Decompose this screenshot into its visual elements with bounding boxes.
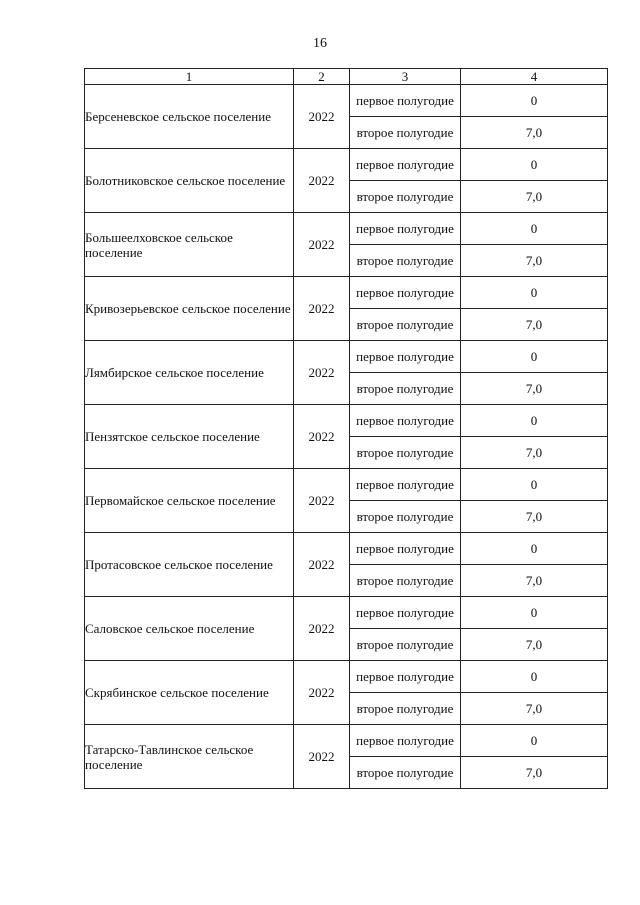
table-row <box>85 597 608 629</box>
year-cell: 2022 <box>294 149 350 213</box>
period-cell: первое полугодие <box>350 213 461 245</box>
value-cell: 0 <box>461 149 608 181</box>
value-cell: 7,0 <box>461 629 608 661</box>
period-cell: второе полугодие <box>350 373 461 405</box>
column-header: 4 <box>461 69 608 85</box>
value-cell: 7,0 <box>461 437 608 469</box>
settlement-name: Татарско-Тавлинское сельское поселение <box>85 725 294 789</box>
value-cell: 7,0 <box>461 117 608 149</box>
settlement-name: Болотниковское сельское поселение <box>85 149 294 213</box>
value-cell: 7,0 <box>461 181 608 213</box>
value-cell: 0 <box>461 405 608 437</box>
value-cell: 7,0 <box>461 501 608 533</box>
value-cell: 0 <box>461 469 608 501</box>
period-cell: второе полугодие <box>350 309 461 341</box>
value-cell: 7,0 <box>461 245 608 277</box>
year-cell: 2022 <box>294 597 350 661</box>
table-row <box>85 405 608 437</box>
value-cell: 0 <box>461 277 608 309</box>
period-cell: первое полугодие <box>350 405 461 437</box>
period-cell: второе полугодие <box>350 117 461 149</box>
year-cell: 2022 <box>294 85 350 149</box>
column-header: 1 <box>85 69 294 85</box>
period-cell: первое полугодие <box>350 85 461 117</box>
period-cell: второе полугодие <box>350 565 461 597</box>
year-cell: 2022 <box>294 533 350 597</box>
year-cell: 2022 <box>294 725 350 789</box>
table-row <box>85 533 608 565</box>
settlement-name: Первомайское сельское поселение <box>85 469 294 533</box>
table-row <box>85 149 608 181</box>
period-cell: второе полугодие <box>350 629 461 661</box>
period-cell: второе полугодие <box>350 757 461 789</box>
settlement-name: Протасовское сельское поселение <box>85 533 294 597</box>
table-row <box>85 725 608 757</box>
value-cell: 0 <box>461 85 608 117</box>
table-header-row <box>85 69 608 85</box>
period-cell: первое полугодие <box>350 533 461 565</box>
table-body <box>85 85 608 789</box>
value-cell: 0 <box>461 661 608 693</box>
period-cell: второе полугодие <box>350 437 461 469</box>
settlement-name: Пензятское сельское поселение <box>85 405 294 469</box>
value-cell: 0 <box>461 725 608 757</box>
year-cell: 2022 <box>294 277 350 341</box>
settlement-name: Лямбирское сельское поселение <box>85 341 294 405</box>
table-row <box>85 341 608 373</box>
period-cell: первое полугодие <box>350 149 461 181</box>
year-cell: 2022 <box>294 661 350 725</box>
period-cell: первое полугодие <box>350 277 461 309</box>
period-cell: второе полугодие <box>350 693 461 725</box>
table-row <box>85 85 608 117</box>
page-number: 16 <box>313 36 327 51</box>
settlement-name: Саловское сельское поселение <box>85 597 294 661</box>
table-row <box>85 277 608 309</box>
settlements-table <box>84 68 608 789</box>
period-cell: первое полугодие <box>350 341 461 373</box>
period-cell: первое полугодие <box>350 469 461 501</box>
year-cell: 2022 <box>294 405 350 469</box>
value-cell: 7,0 <box>461 693 608 725</box>
value-cell: 0 <box>461 341 608 373</box>
settlement-name: Кривозерьевское сельское поселение <box>85 277 294 341</box>
value-cell: 7,0 <box>461 565 608 597</box>
period-cell: второе полугодие <box>350 181 461 213</box>
value-cell: 0 <box>461 213 608 245</box>
settlement-name: Скрябинское сельское поселение <box>85 661 294 725</box>
period-cell: первое полугодие <box>350 661 461 693</box>
settlement-name: Берсеневское сельское поселение <box>85 85 294 149</box>
period-cell: первое полугодие <box>350 725 461 757</box>
value-cell: 7,0 <box>461 309 608 341</box>
year-cell: 2022 <box>294 213 350 277</box>
table-row <box>85 469 608 501</box>
period-cell: второе полугодие <box>350 245 461 277</box>
column-header: 3 <box>350 69 461 85</box>
column-header: 2 <box>294 69 350 85</box>
settlement-name: Большеелховское сельское поселение <box>85 213 294 277</box>
value-cell: 0 <box>461 533 608 565</box>
value-cell: 0 <box>461 597 608 629</box>
period-cell: первое полугодие <box>350 597 461 629</box>
value-cell: 7,0 <box>461 373 608 405</box>
year-cell: 2022 <box>294 341 350 405</box>
table-row <box>85 661 608 693</box>
value-cell: 7,0 <box>461 757 608 789</box>
year-cell: 2022 <box>294 469 350 533</box>
period-cell: второе полугодие <box>350 501 461 533</box>
table-row <box>85 213 608 245</box>
